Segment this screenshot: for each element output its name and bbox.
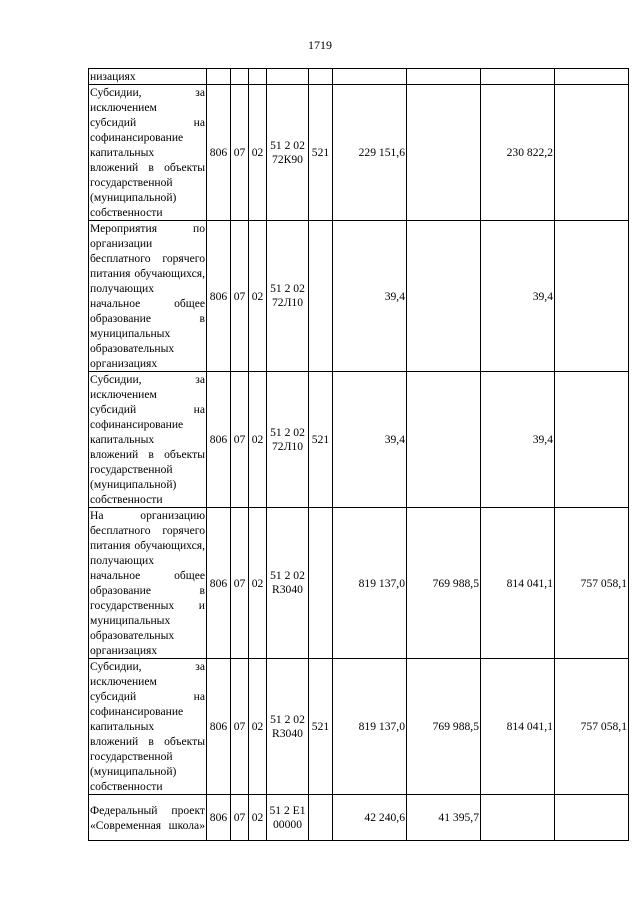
subsection-code: 02 [249,659,267,795]
dept-code: 806 [207,508,231,659]
dept-code: 806 [207,372,231,508]
row-name: Субсидии, за исключением субсидий на софинансирование капитальных вложений в объекты государственной (муниципальной) собственности [90,660,205,793]
row-name: На организацию бесплатного горячего питания обучающихся, получающих начальное общее образование в государственных и муниципальных образовательных организациях [90,509,205,657]
expense-type-code [309,795,333,841]
amount-1: 39,4 [333,372,407,508]
subsection-code: 02 [249,795,267,841]
amount-4 [555,85,629,221]
amount-2: 769 988,5 [407,508,481,659]
subsection-code: 02 [249,85,267,221]
amount-3: 814 041,1 [481,659,555,795]
expense-type-code [309,508,333,659]
section-code: 07 [231,508,249,659]
section-code: 07 [231,659,249,795]
amount-2: 769 988,5 [407,659,481,795]
target-article-code [267,795,309,841]
section-code: 07 [231,795,249,841]
amount-2: 41 395,7 [407,795,481,841]
budget-table [88,68,629,841]
target-article-code [267,659,309,795]
target-article-value: 51 2 Е1 00000 [269,803,306,831]
table-row [89,659,629,795]
amount-3: 39,4 [481,221,555,372]
amount-4 [555,69,629,85]
amount-2 [407,85,481,221]
subsection-code [249,69,267,85]
amount-1: 229 151,6 [333,85,407,221]
subsection-code: 02 [249,221,267,372]
target-article-code [267,372,309,508]
amount-3 [481,69,555,85]
expense-type-code: 521 [309,85,333,221]
amount-1: 819 137,0 [333,659,407,795]
target-article-value: 51 2 02 R3040 [270,569,305,596]
dept-code [207,69,231,85]
amount-2 [407,69,481,85]
amount-1 [333,69,407,85]
target-article-code [267,221,309,372]
amount-4: 757 058,1 [555,659,629,795]
amount-3: 39,4 [481,372,555,508]
subsection-code: 02 [249,372,267,508]
amount-1: 819 137,0 [333,508,407,659]
target-article-code [267,69,309,85]
section-code [231,69,249,85]
row-name: Субсидии, за исключением субсидий на софинансирование капитальных вложений в объекты государственной (муниципальной) собственности [90,86,205,219]
target-article-code [267,508,309,659]
page-number: 1719 [308,38,332,52]
expense-type-code [309,69,333,85]
amount-1: 42 240,6 [333,795,407,841]
table-row [89,795,629,841]
target-article-code [267,85,309,221]
row-name: Субсидии, за исключением субсидий на софинансирование капитальных вложений в объекты государственной (муниципальной) собственности [90,373,205,506]
target-article-value: 51 2 02 72К90 [270,138,305,166]
expense-type-code [309,221,333,372]
table-row [89,69,629,85]
expense-type-code: 521 [309,659,333,795]
row-name: Федеральный проект «Современная школа» [89,795,207,841]
amount-3: 230 822,2 [481,85,555,221]
amount-2 [407,372,481,508]
table-row [89,372,629,508]
table-row [89,221,629,372]
amount-4 [555,795,629,841]
section-code: 07 [231,85,249,221]
table-row [89,508,629,659]
row-name: низациях [89,69,207,85]
amount-4 [555,372,629,508]
amount-3: 814 041,1 [481,508,555,659]
dept-code: 806 [207,85,231,221]
amount-2 [407,221,481,372]
target-article-value: 51 2 02 R3040 [270,712,305,740]
dept-code: 806 [207,795,231,841]
amount-4 [555,221,629,372]
amount-4: 757 058,1 [555,508,629,659]
target-article-value: 51 2 02 72Л10 [270,282,305,309]
section-code: 07 [231,372,249,508]
amount-1: 39,4 [333,221,407,372]
subsection-code: 02 [249,508,267,659]
dept-code: 806 [207,221,231,372]
section-code: 07 [231,221,249,372]
row-name: Мероприятия по организации бесплатного горячего питания обучающихся, получающих начальное общее образование в муниципальных образовательных организациях [90,222,205,370]
expense-type-code: 521 [309,372,333,508]
dept-code: 806 [207,659,231,795]
table-row [89,85,629,221]
target-article-value: 51 2 02 72Л10 [270,425,305,453]
amount-3 [481,795,555,841]
